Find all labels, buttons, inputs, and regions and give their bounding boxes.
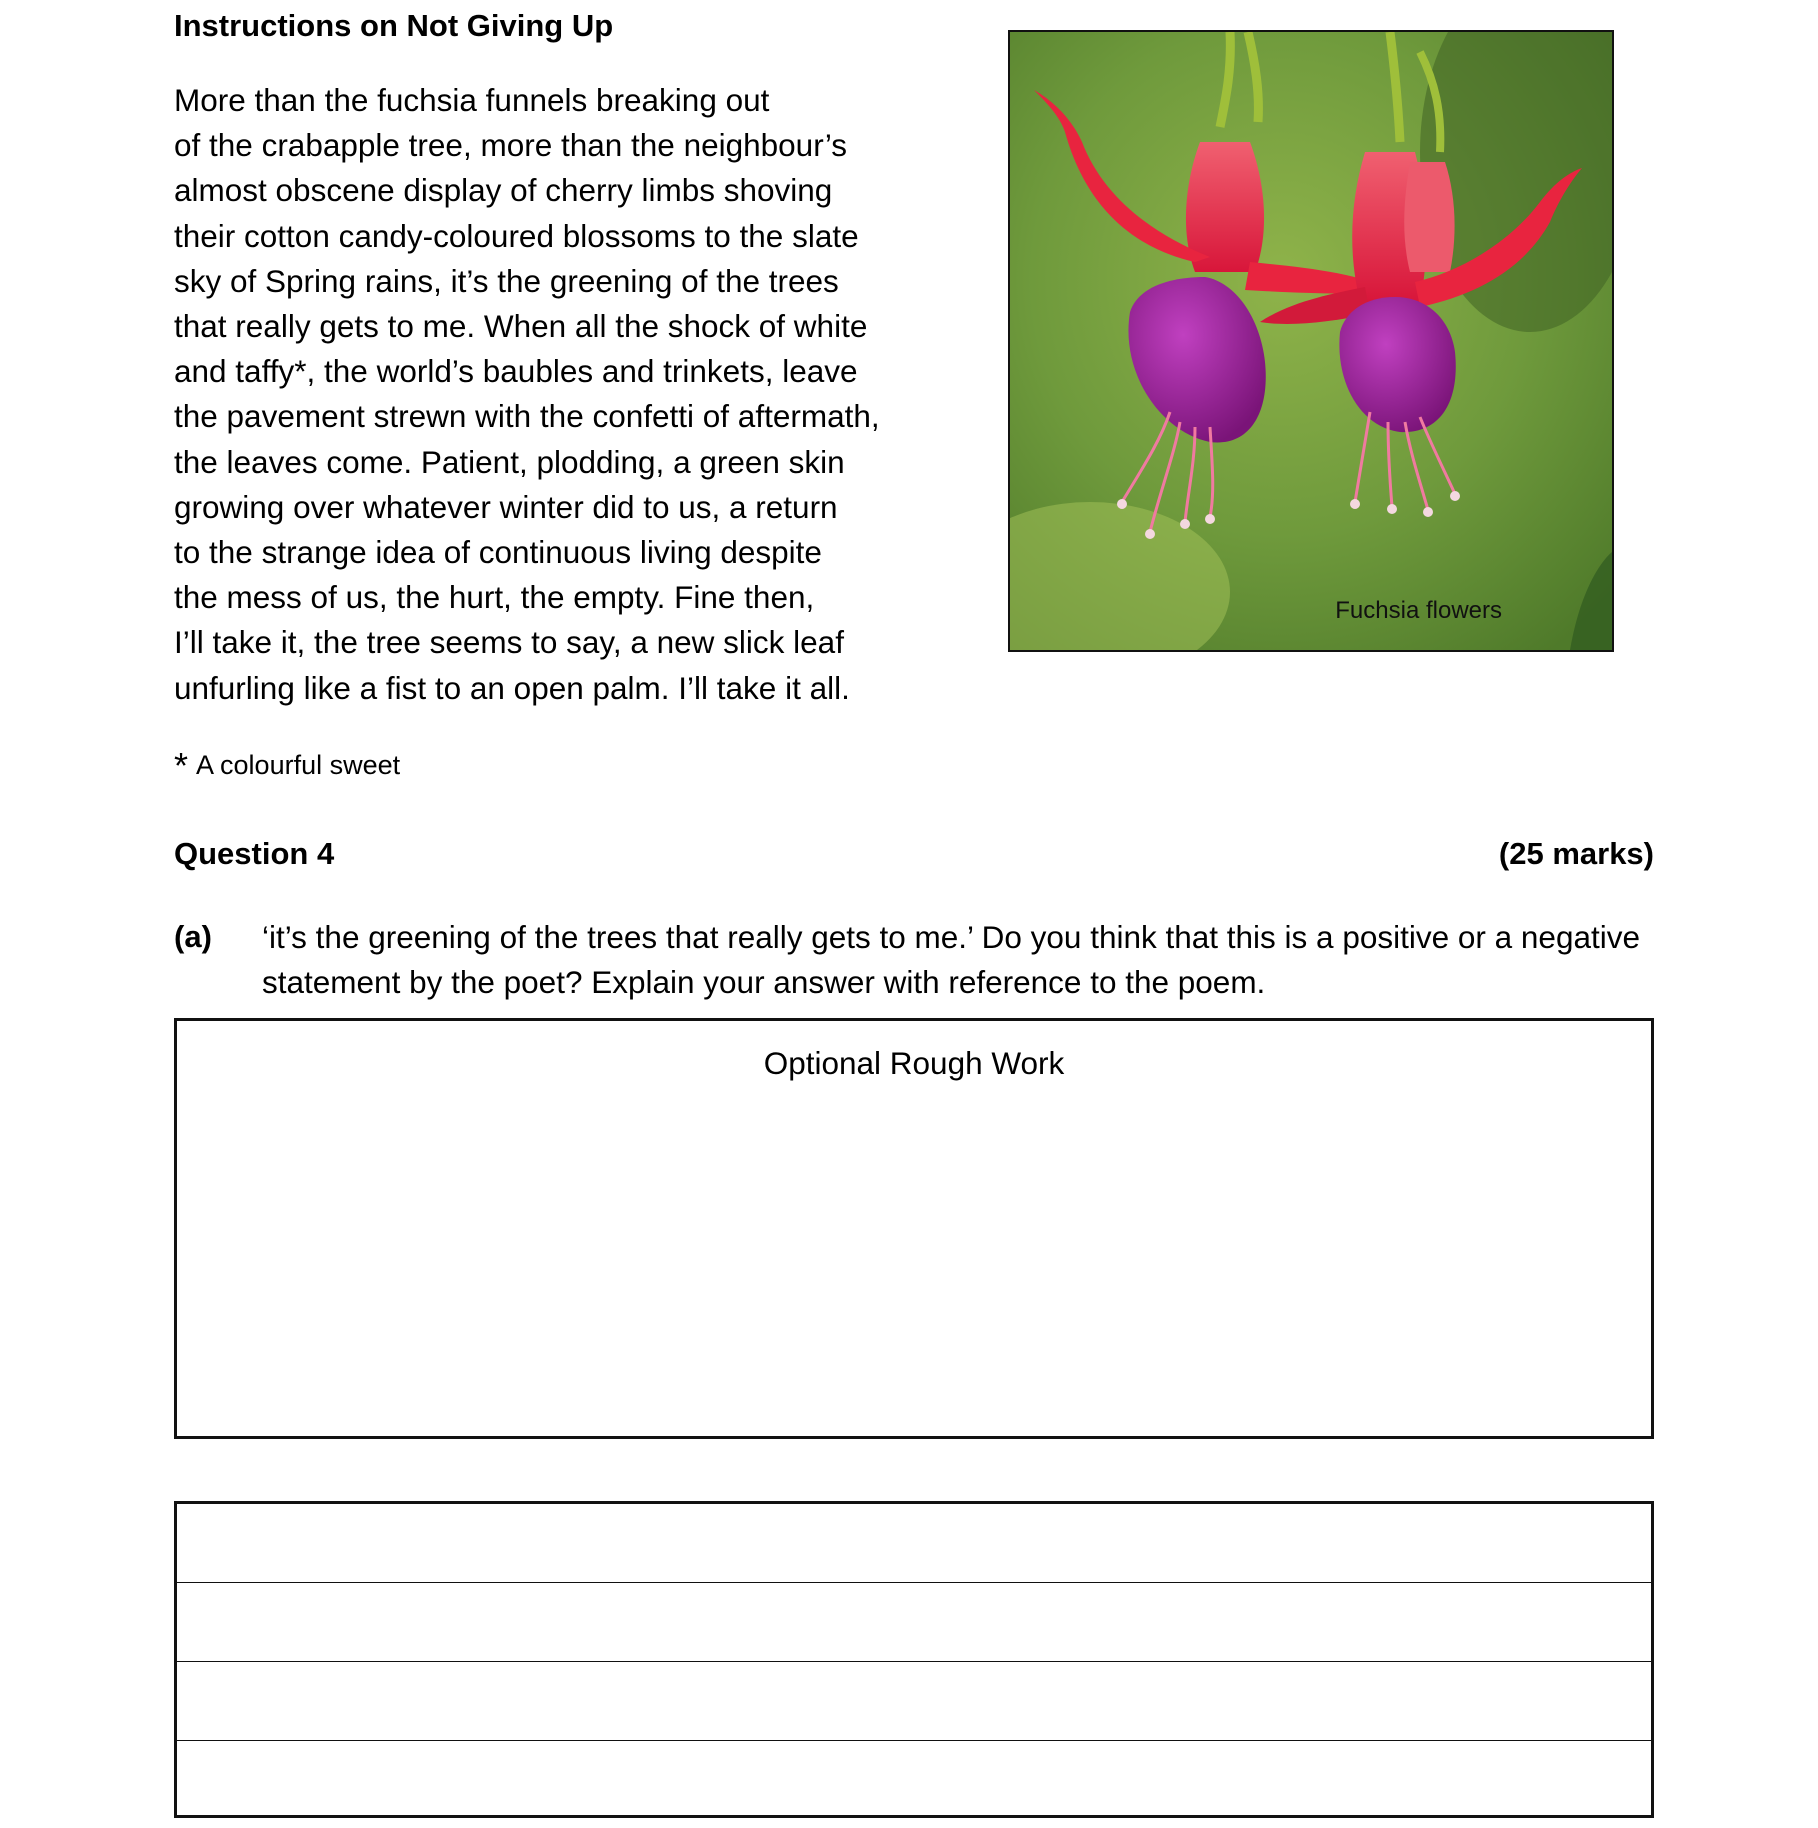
poem-line: the pavement strewn with the confetti of aftermath, [174,398,880,435]
poem-line: growing over whatever winter did to us, a return [174,488,838,525]
poem-line: I’ll take it, the tree seems to say, a new slick leaf [174,624,844,661]
poem-line: of the crabapple tree, more than the neighbour’s [174,127,848,164]
footnote-marker: * [174,745,189,786]
question-part-text: ‘it’s the greening of the trees that really gets to me.’ Do you think that this is a positive or a negative statement by the poet? Explain your answer with reference to the poem. [262,919,1641,1000]
poem-line: sky of Spring rains, it’s the greening of the trees [174,262,839,299]
poem-line: the leaves come. Patient, plodding, a green skin [174,443,845,480]
rough-work-box[interactable] [174,1018,1654,1439]
question-title: Question 4 [174,836,335,871]
poem-line: the mess of us, the hurt, the empty. Fine then, [174,579,815,616]
poem-line: unfurling like a fist to an open palm. I’ll take it all. [174,669,850,706]
poem-line: and taffy*, the world’s baubles and trinkets, leave [174,353,858,390]
question-marks: (25 marks) [1498,836,1654,871]
question-part-label: (a) [174,919,212,954]
poem-title: Instructions on Not Giving Up [174,8,614,43]
poem-text [174,78,880,711]
poem-line: almost obscene display of cherry limbs shoving [174,172,833,209]
rough-work-label: Optional Rough Work [763,1045,1065,1081]
answer-line[interactable] [177,1741,1651,1815]
photo-caption: Fuchsia flowers [1335,597,1502,624]
answer-line[interactable] [177,1662,1651,1741]
answer-line[interactable] [177,1504,1651,1583]
poem-line: that really gets to me. When all the shock of white [174,308,868,345]
answer-area[interactable] [174,1501,1654,1818]
poem-line: to the strange idea of continuous living despite [174,534,822,571]
poem-line: More than the fuchsia funnels breaking out [174,82,770,118]
fuchsia-flowers-illustration [1010,32,1612,650]
footnote [174,744,401,786]
poem-line: their cotton candy-coloured blossoms to the slate [174,217,859,254]
answer-line[interactable] [177,1583,1651,1662]
footnote-text: A colourful sweet [196,750,401,780]
fuchsia-photo [1008,30,1614,652]
